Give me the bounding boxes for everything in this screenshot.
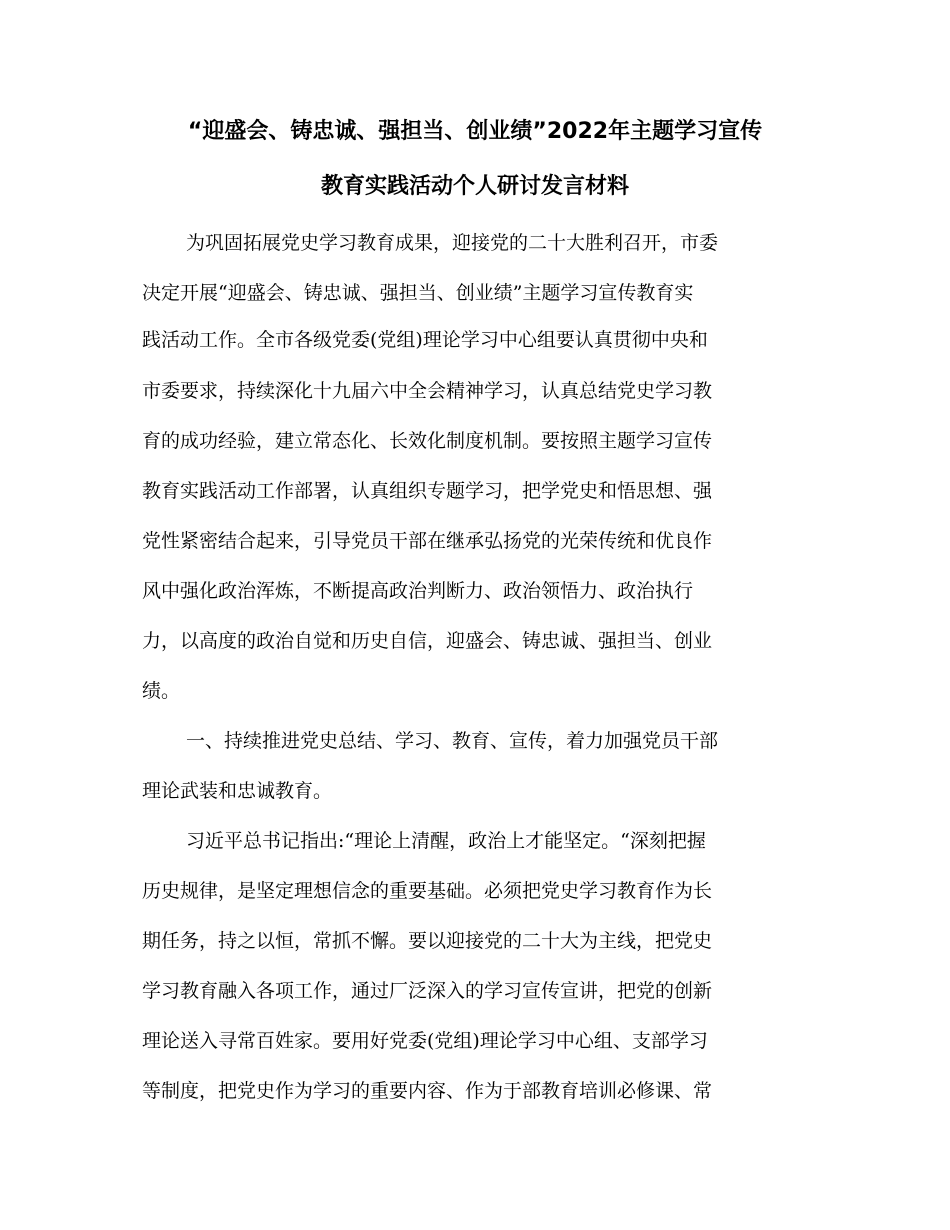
paragraph-2-line-3: 期任务，持之以恒，常抓不懈。要以迎接党的二十大为主线，把党史	[142, 930, 713, 952]
paragraph-1-line-4: 市委要求，持续深化十九届六中全会精神学习，认真总结党史学习教	[142, 380, 713, 402]
paragraph-1-line-3: 践活动工作。全市各级党委(党组)理论学习中心组要认真贯彻中央和	[142, 329, 708, 351]
paragraph-2-line-4: 学习教育融入各项工作，通过厂泛深入的学习宣传宣讲，把党的创新	[142, 980, 713, 1002]
section-1-heading-line-1: 一、持续推进党史总结、学习、教育、宣传，着力加强党员干部	[186, 730, 719, 752]
paragraph-1-line-10: 绩。	[142, 680, 181, 702]
paragraph-2-line-2: 历史规律，是坚定理想信念的重要基础。必须把党史学习教育作为长	[142, 880, 713, 902]
document-title-line-1: “迎盛会、铸忠诚、强担当、创业绩”2022年主题学习宣传	[187, 119, 763, 144]
paragraph-1-line-1: 为巩固拓展党史学习教育成果，迎接党的二十大胜利召开，市委	[186, 232, 719, 254]
paragraph-1-line-2: 决定开展“迎盛会、铸忠诚、强担当、创业绩”主题学习宣传教育实	[142, 282, 694, 304]
paragraph-1-line-8: 风中强化政治浑炼，不断提高政治判断力、政治领悟力、政治执行	[142, 580, 694, 602]
paragraph-2-line-5: 理论送入寻常百姓家。要用好党委(党组)理论学习中心组、支部学习	[142, 1030, 708, 1052]
paragraph-1-line-5: 育的成功经验，建立常态化、长效化制度机制。要按照主题学习宣传	[142, 430, 713, 452]
paragraph-2-line-1: 习近平总书记指出:“理论上清醒，政治上才能坚定。“深刻把握	[186, 830, 706, 852]
paragraph-2-line-6: 等制度，把党史作为学习的重要内容、作为于部教育培训必修课、常	[142, 1080, 713, 1102]
paragraph-1-line-7: 党性紧密结合起来，引导党员干部在继承弘扬党的光荣传统和优良作	[142, 530, 713, 552]
section-1-heading-line-2: 理论武装和忠诚教育。	[142, 780, 333, 802]
document-title-line-2: 教育实践活动个人研讨发言材料	[320, 174, 629, 199]
paragraph-1-line-6: 教育实践活动工作部署，认真组织专题学习，把学党史和悟思想、强	[142, 480, 713, 502]
paragraph-1-line-9: 力，以高度的政治自觉和历史自信，迎盛会、铸忠诚、强担当、创业	[142, 630, 713, 652]
